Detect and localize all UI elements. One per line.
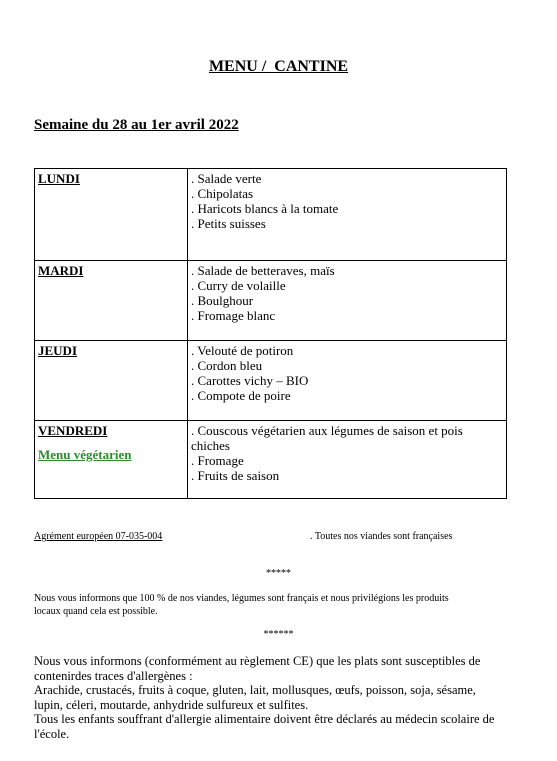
- dish-list: [191, 171, 503, 231]
- dish-item: . Curry de volaille: [191, 278, 286, 293]
- dish-item: . Cordon bleu: [191, 358, 263, 373]
- table-row: [35, 341, 507, 421]
- day-label: MARDI: [38, 263, 84, 278]
- dishes-cell: [188, 341, 507, 421]
- allergen-info: [34, 654, 504, 741]
- dish-list: [191, 343, 503, 403]
- allergen-intro: Nous vous informons (conformément au règlement CE) que les plats sont susceptibles de contenirdes traces d'allergènes :: [34, 654, 481, 683]
- dish-item: . Fromage: [191, 453, 244, 468]
- dish-item: . Boulghour: [191, 293, 254, 308]
- dish-item: . Velouté de potiron: [191, 343, 294, 358]
- dish-list: [191, 423, 503, 483]
- week-heading: Semaine du 28 au 1er avril 2022: [34, 117, 239, 133]
- table-row: [35, 261, 507, 341]
- dish-item: . Couscous végétarien aux légumes de saison et pois chiches: [191, 423, 463, 453]
- dish-item: . Fruits de saison: [191, 468, 280, 483]
- dishes-cell: [188, 169, 507, 261]
- day-cell: [35, 421, 188, 499]
- dish-item: . Haricots blancs à la tomate: [191, 201, 339, 216]
- dishes-cell: [188, 421, 507, 499]
- dish-item: . Carottes vichy – BIO: [191, 373, 309, 388]
- dish-item: . Salade de betteraves, maïs: [191, 263, 335, 278]
- allergen-list: Arachide, crustacés, fruits à coque, gluten, lait, mollusques, œufs, poisson, soja, sésame, lupin, céleri, moutarde, anhydride sulfureux et sulfites.: [34, 683, 476, 712]
- day-cell: [35, 169, 188, 261]
- dish-item: . Compote de poire: [191, 388, 291, 403]
- separator-stars: *****: [266, 568, 291, 579]
- day-label: VENDREDI: [38, 423, 108, 438]
- allergen-note: Tous les enfants souffrant d'allergie alimentaire doivent être déclarés au médecin scolaire de l'école.: [34, 712, 495, 741]
- agrement-number: Agrément européen 07-035-004: [34, 531, 163, 542]
- dish-item: . Fromage blanc: [191, 308, 276, 323]
- page-title: MENU / CANTINE: [208, 58, 349, 75]
- dishes-cell: [188, 261, 507, 341]
- vegetarian-menu-label: Menu végétarien: [38, 447, 132, 462]
- meat-origin-note: . Toutes nos viandes sont françaises: [310, 531, 453, 542]
- dish-list: [191, 263, 503, 323]
- dish-item: . Salade verte: [191, 171, 262, 186]
- separator-stars: ******: [263, 629, 294, 640]
- table-row: [35, 421, 507, 499]
- day-label: JEUDI: [38, 343, 78, 358]
- dish-item: . Chipolatas: [191, 186, 254, 201]
- table-row: [35, 169, 507, 261]
- day-cell: [35, 261, 188, 341]
- local-products-info: Nous vous informons que 100 % de nos viandes, légumes sont français et nous privilégions les produits locaux quand cela est possible.: [34, 593, 449, 617]
- day-label: LUNDI: [38, 171, 80, 186]
- day-cell: [35, 341, 188, 421]
- dish-item: . Petits suisses: [191, 216, 266, 231]
- menu-table: [34, 168, 507, 499]
